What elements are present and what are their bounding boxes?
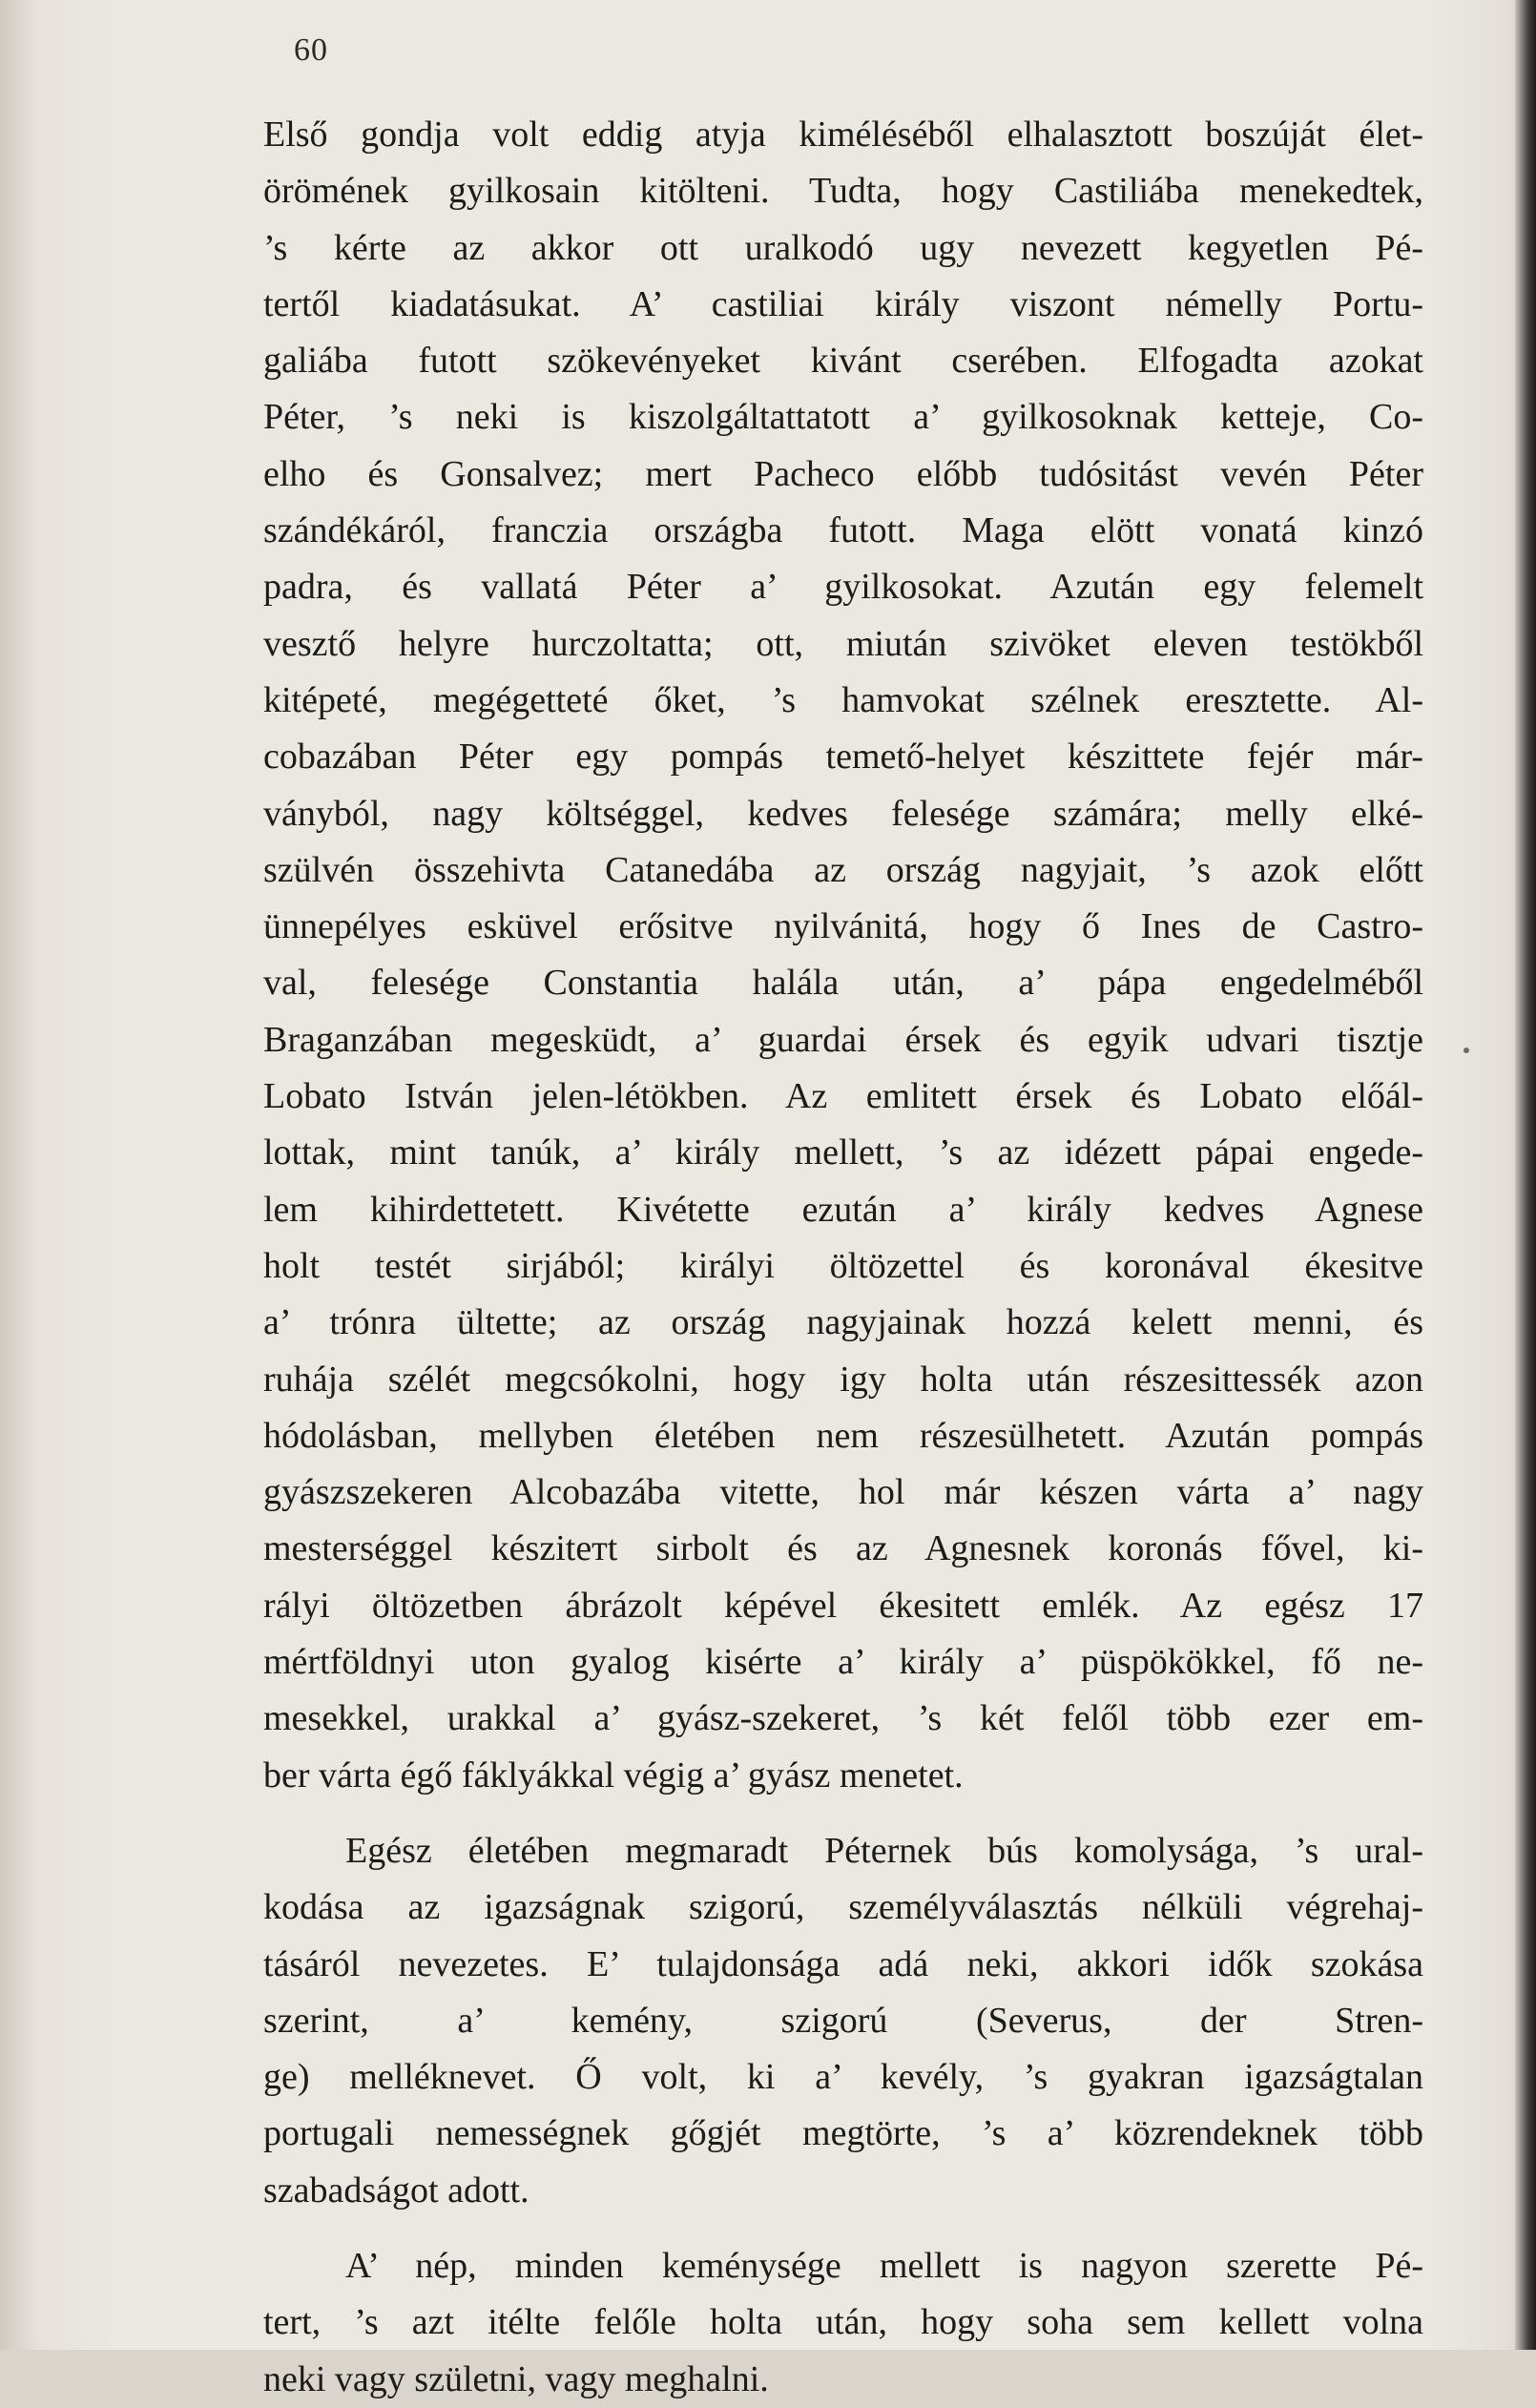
- body-text: [263, 107, 1423, 2408]
- text-line: Braganzában megesküdt, a’ guardai érsek és egyik udvari tisztje: [263, 1019, 1423, 1060]
- text-line: tertől kiadatásukat. A’ castiliai király viszont némelly Portu-: [263, 283, 1423, 324]
- text-line: elho és Gonsalvez; mert Pacheco előbb tudósitást vevén Péter: [263, 453, 1423, 494]
- paragraph-1: [263, 107, 1423, 1804]
- text-line: örömének gyilkosain kitölteni. Tudta, hogy Castiliába menekedtek,: [263, 171, 1423, 212]
- paper-speck: [1463, 1048, 1469, 1053]
- text-line: lem kihirdettetett. Kivétette ezután a’ király kedves Agnese: [263, 1189, 1423, 1230]
- text-line: a’ trónra ültette; az ország nagyjainak hozzá kelett menni, és: [263, 1302, 1423, 1343]
- text-line: portugali nemességnek gőgjét megtörte, ’s a’ közrendeknek több: [263, 2113, 1423, 2154]
- text-line: ’s kérte az akkor ott uralkodó ugy nevezett kegyetlen Pé-: [263, 227, 1423, 268]
- text-line: ge) melléknevet. Ő volt, ki a’ kevély, ’s gyakran igazságtalan: [263, 2057, 1423, 2098]
- text-line: ruhája szélét megcsókolni, hogy igy holta után részesittessék azon: [263, 1359, 1423, 1400]
- text-line: mértföldnyi uton gyalog kisérte a’ király a’ püspökökkel, fő ne-: [263, 1642, 1423, 1683]
- text-line: kitépeté, megégetteté őket, ’s hamvokat szélnek eresztette. Al-: [263, 679, 1423, 720]
- text-line: szándékáról, franczia országba futott. Maga elött vonatá kinzó: [263, 510, 1423, 551]
- text-line: val, felesége Constantia halála után, a’ pápa engedelméből: [263, 963, 1423, 1004]
- text-line: cobazában Péter egy pompás temető-helyet készittete fejér már-: [263, 737, 1423, 778]
- text-line: kodása az igazságnak szigorú, személyválasztás nélküli végrehaj-: [263, 1887, 1423, 1928]
- paragraph-3: [263, 2238, 1423, 2408]
- text-line: szabadságot adott.: [263, 2169, 529, 2211]
- text-line: padra, és vallatá Péter a’ gyilkosokat. Azután egy felemelt: [263, 567, 1423, 608]
- page-number: 60: [294, 32, 328, 68]
- text-line: ványból, nagy költséggel, kedves felesége számára; melly elké-: [263, 793, 1423, 834]
- text-line: ünnepélyes esküvel erősitve nyilvánitá, hogy ő Ines de Castro-: [263, 906, 1423, 947]
- text-line: szerint, a’ kemény, szigorú (Severus, der Stren-: [263, 2000, 1423, 2041]
- text-line: szülvén összehivta Catanedába az ország nagyjait, ’s azok előtt: [263, 849, 1423, 890]
- text-line: mesekkel, urakkal a’ gyász-szekeret, ’s két felől több ezer em-: [263, 1698, 1423, 1739]
- text-line: hódolásban, mellyben életében nem részesülhetett. Azután pompás: [263, 1415, 1423, 1456]
- text-line: ber várta égő fáklyákkal végig a’ gyász menetet.: [263, 1754, 964, 1796]
- text-line: tásáról nevezetes. E’ tulajdonsága adá neki, akkori idők szokása: [263, 1943, 1423, 1984]
- paragraph-2: [263, 1823, 1423, 2219]
- text-line: mesterséggel késziteтt sirbolt és az Agnesnek koronás fővel, ki-: [263, 1528, 1423, 1569]
- text-line: lottak, mint tanúk, a’ király mellett, ’s az idézett pápai engede-: [263, 1132, 1423, 1173]
- text-line: Első gondja volt eddig atyja kiméléséből elhalasztott boszúját élet-: [263, 114, 1423, 155]
- text-line: vesztő helyre hurczoltatta; ott, miután szivöket eleven testökből: [263, 623, 1423, 664]
- text-line: Egész életében megmaradt Péternek bús komolysága, ’s ural-: [345, 1830, 1423, 1871]
- book-spine-shadow: [1515, 0, 1536, 2350]
- text-line: rályi öltözetben ábrázolt képével ékesitett emlék. Az egész 17: [263, 1585, 1423, 1626]
- text-line: Péter, ’s neki is kiszolgáltattatott a’ gyilkosoknak ketteje, Co-: [263, 397, 1423, 438]
- text-line: gyászszekeren Alcobazába vitette, hol már készen várta a’ nagy: [263, 1472, 1423, 1513]
- text-line: holt testét sirjából; királyi öltözettel és koronával ékesitve: [263, 1245, 1423, 1286]
- text-line: tert, ’s azt itélte felőle holta után, hogy soha sem kellett volna: [263, 2302, 1423, 2343]
- text-line: A’ nép, minden keménysége mellett is nagyon szerette Pé-: [345, 2245, 1423, 2286]
- text-line: galiába futott szökevényeket kivánt cserében. Elfogadta azokat: [263, 341, 1423, 382]
- text-line: neki vagy születni, vagy meghalni.: [263, 2358, 769, 2399]
- text-line: Lobato István jelen-létökben. Az emlitett érsek és Lobato előál-: [263, 1076, 1423, 1117]
